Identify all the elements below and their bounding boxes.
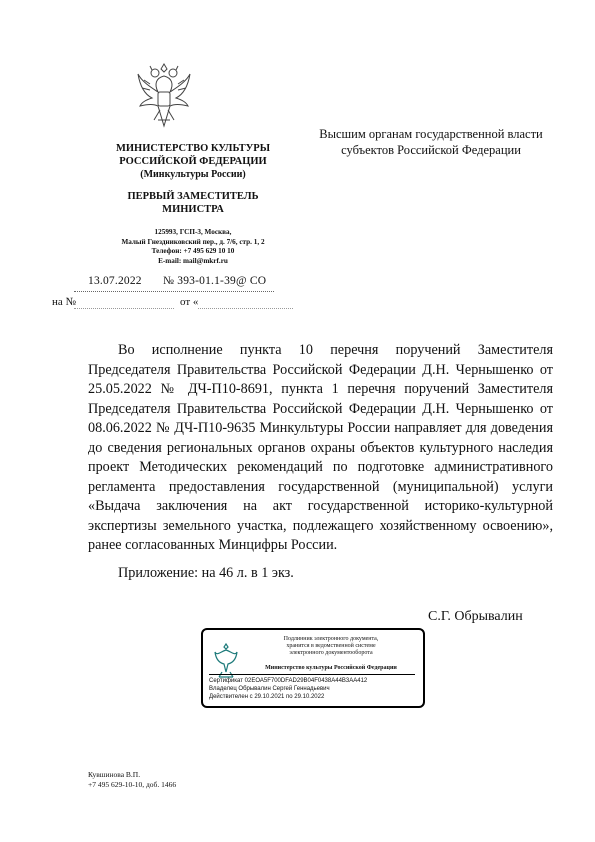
registration-date: 13.07.2022 — [88, 275, 142, 287]
ministry-name — [62, 142, 324, 181]
ministry-name-line1: МИНИСТЕРСТВО КУЛЬТУРЫ — [115, 143, 271, 154]
attachment-note: Приложение: на 46 л. в 1 экз. — [118, 565, 294, 581]
executor-name: Кувшинова В.П. — [88, 770, 141, 779]
signer-position — [62, 190, 324, 216]
stamp-divider — [209, 674, 415, 675]
executor-phone: +7 495 629-10-10, доб. 1466 — [88, 779, 177, 789]
stamp-header-line2: хранится в ведомственной системе — [286, 643, 376, 650]
ministry-name-line2: РОССИЙСКОЙ ФЕДЕРАЦИИ — [119, 156, 267, 167]
stamp-owner: Владелец Обрывалин Сергей Геннадьевич — [209, 686, 330, 692]
ministry-contacts — [62, 228, 324, 266]
reference-number-field — [74, 308, 174, 309]
email: E-mail: mail@mkrf.ru — [158, 256, 228, 265]
body-paragraph: Во исполнение пункта 10 перечня поручений Заместителя Председателя Правительства Российской Федерации Д.Н. Чернышенко от 25.05.2022 № ДЧ-П10-8691, пункта 1 перечня поручений Заместителя Председателя Правительства Российской Федерации Д.Н. Чернышенко от 08.06.2022 № ДЧ-П10-9635 Минкультуры России направляет для доведения до сведения региональных органов охраны объектов культурного наследия проект Методических рекомендаций по подготовке административного регламента предоставления государственной (муниципальной) услуги «Выдача заключения на акт государственной историко-культурной экспертизы земельного участка, подлежащего хозяйственному освоению», ранее согласованных Минцифры России. — [88, 342, 553, 553]
registration-underline — [74, 291, 274, 292]
stamp-fields — [209, 677, 367, 701]
address-line1: 125993, ГСП-3, Москва, — [154, 228, 232, 236]
registration-number: № 393-01.1-39@ СО — [163, 275, 267, 287]
reference-number-label: на № — [52, 296, 77, 308]
reference-date-field — [198, 308, 293, 309]
signer-name: С.Г. Обрывалин — [428, 609, 523, 624]
stamp-validity: Действителен с 29.10.2021 по 29.10.2022 — [209, 694, 325, 700]
letter-body — [88, 341, 553, 556]
recipient-line1: Высшим органам государственной власти — [319, 127, 543, 141]
stamp-header-line3: электронного документооборота — [289, 650, 373, 657]
stamp-header — [245, 636, 417, 658]
ministry-short-name: (Минкультуры России) — [140, 169, 246, 180]
recipient — [300, 126, 562, 158]
executor-info — [88, 770, 176, 789]
address-line2: Малый Гнездниковский пер., д. 7/6, стр. 1, 2 — [121, 237, 265, 246]
coat-of-arms-icon — [134, 58, 194, 134]
reference-date-label: от « — [180, 296, 199, 308]
stamp-header-line1: Подлинник электронного документа, — [283, 636, 379, 642]
position-line1: ПЕРВЫЙ ЗАМЕСТИТЕЛЬ — [127, 191, 259, 202]
recipient-line2: субъектов Российской Федерации — [341, 143, 521, 157]
stamp-organization: Министерство культуры Российской Федерации — [265, 665, 397, 671]
e-signature-stamp — [201, 628, 425, 708]
phone: Телефон: +7 495 629 10 10 — [151, 247, 235, 255]
stamp-certificate: Сертификат 02ЕОА5F700DFAD29B04F0438A44B3AA412 — [209, 678, 368, 684]
position-line2: МИНИСТРА — [162, 204, 224, 215]
